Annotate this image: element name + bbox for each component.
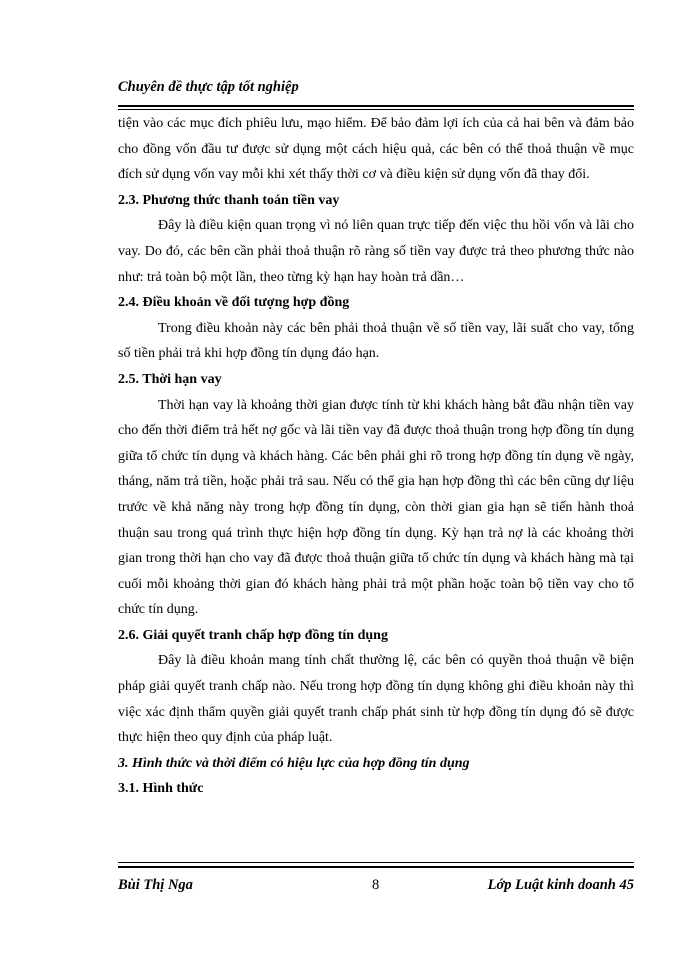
heading-2-5: 2.5. Thời hạn vay xyxy=(118,371,222,387)
paragraph-2-3: Đây là điều kiện quan trọng vì nó liên quan trực tiếp đến việc thu hồi vốn và lãi cho vay. Do đó, các bên cần phải thoả thuận rõ ràng số tiền vay được trả theo phương thức nào như: trả toàn bộ một lần, theo từng kỳ hạn hay hoàn trả dần… xyxy=(118,218,634,285)
heading-2-4: 2.4. Điều khoản về đối tượng hợp đồng xyxy=(118,295,350,311)
paragraph-2-6: Đây là điều khoản mang tính chất thường lệ, các bên có quyền thoả thuận về biện pháp giải quyết tranh chấp nào. Nếu trong hợp đồng tín dụng không ghi điều khoản này thì việc xác định thẩm quyền giải quyết tranh chấp phát sinh từ hợp đồng tín dụng đó sẽ được thực hiện theo quy định của pháp luật. xyxy=(118,653,634,746)
paragraph-continuation: tiện vào các mục đích phiêu lưu, mạo hiểm. Để bảo đảm lợi ích của cả hai bên và đảm bảo cho đồng vốn đầu tư được sử dụng một cách hiệu quả, các bên có thể thoả thuận về mục đích sử dụng vốn vay mỗi khi xét thấy thời cơ và điều kiện sử dụng vốn đã thay đổi. xyxy=(118,116,634,183)
header-rule-thick xyxy=(118,105,634,107)
heading-3-1: 3.1. Hình thức xyxy=(118,781,204,797)
heading-3: 3. Hình thức và thời điểm có hiệu lực của hợp đồng tín dụng xyxy=(118,755,470,771)
footer-rule-thin xyxy=(118,862,634,863)
page-header-title: Chuyên đề thực tập tốt nghiệp xyxy=(118,79,299,95)
header-rule-thin xyxy=(118,109,634,110)
heading-2-3: 2.3. Phương thức thanh toán tiền vay xyxy=(118,192,340,208)
paragraph-2-4: Trong điều khoản này các bên phải thoả thuận về số tiền vay, lãi suất cho vay, tổng số tiền phải trả khi hợp đồng tín dụng đáo hạn. xyxy=(118,320,634,362)
footer-rule-thick xyxy=(118,866,634,868)
footer-class-name: Lớp Luật kinh doanh 45 xyxy=(487,877,634,893)
footer-page-number: 8 xyxy=(372,877,380,893)
paragraph-2-5: Thời hạn vay là khoảng thời gian được tính từ khi khách hàng bắt đầu nhận tiền vay cho đến thời điểm trả hết nợ gốc và lãi tiền vay đã được thoả thuận trong hợp đồng tín dụng giữa tổ chức tín dụng và khách hàng. Các bên phải ghi rõ trong hợp đồng tín dụng về ngày, tháng, năm trả tiền, hoặc phải trả sau. Nếu có thể gia hạn hợp đồng thì các bên cũng dự liệu trước về khả năng này trong hợp đồng tín dụng, còn thời gian gia hạn sẽ tiến hành thoả thuận sau trong quá trình thực hiện hợp đồng tín dụng. Kỳ hạn trả nợ là các khoảng thời gian trong thời hạn cho vay đã được thoả thuận giữa tổ chức tín dụng và khách hàng mà tại cuối mỗi khoảng thời gian đó khách hàng phải trả một phần hoặc toàn bộ tiền vay cho tổ chức tín dụng. xyxy=(118,397,634,618)
heading-2-6: 2.6. Giải quyết tranh chấp hợp đồng tín dụng xyxy=(118,627,388,643)
document-body xyxy=(118,111,634,802)
footer-author: Bùi Thị Nga xyxy=(118,877,193,893)
